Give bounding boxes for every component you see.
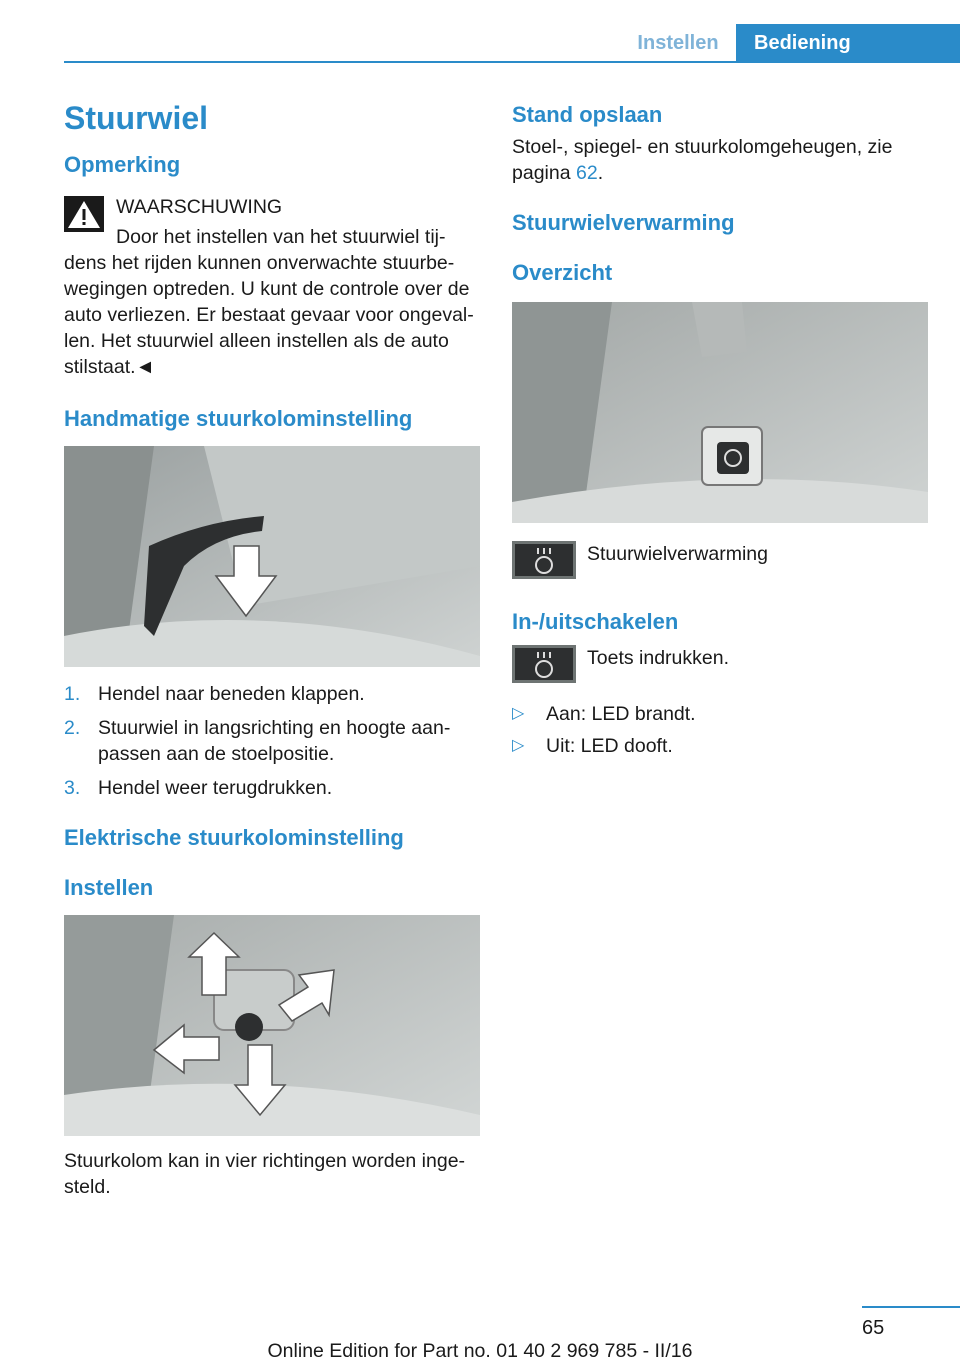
list-item: 1. Hendel naar beneden klappen.: [64, 683, 365, 705]
heading-stuurwielverwarming: Stuurwielverwarming: [512, 210, 735, 235]
header-tabs: [0, 24, 960, 62]
footer-rule: [862, 1306, 960, 1308]
list-item: 2. Stuurwiel in langsrichting en hoogte aanpassen aan de stoelpositie.: [64, 717, 451, 765]
heating-button-row: [512, 541, 928, 581]
status-list: [512, 701, 928, 759]
list-item: ▷ Aan: LED brandt.: [512, 703, 696, 725]
caption-electric: Stuurkolom kan in vier richtingen worden ingesteld.: [64, 1150, 466, 1198]
heated-steering-wheel-icon: [512, 645, 576, 683]
photo-manual-lever: [64, 446, 480, 667]
warning-text-2: dens het rijden kunnen onverwachte stuurbewegingen optreden. U kunt de controle over de auto verliezen. Er bestaat gevaar voor ongevallen. Het stuurwiel alleen instellen als de auto stilstaat.◄: [64, 252, 474, 378]
photo-electric-adjust: [64, 915, 480, 1136]
warning-title: WAARSCHUWING: [116, 196, 283, 218]
triangle-bullet-icon: ▷: [512, 705, 525, 722]
left-column: [64, 96, 480, 1200]
right-column: [512, 100, 928, 765]
warning-block: [64, 194, 480, 380]
heading-opmerking: Opmerking: [64, 152, 181, 177]
page-link-62[interactable]: 62: [575, 162, 598, 184]
triangle-bullet-icon: ▷: [512, 737, 525, 754]
photo-heating-overview: [512, 302, 928, 523]
heading-handmatig: Handmatige stuurkolominstelling: [64, 406, 413, 431]
header-rule: [64, 61, 960, 63]
heading-stand-opslaan: Stand opslaan: [512, 102, 663, 127]
page-number: 65: [862, 1317, 885, 1339]
heading-elektrisch: Elektrische stuurkolominstelling: [64, 825, 404, 850]
heading-in-uitschakelen: In-/uitschakelen: [512, 609, 679, 634]
press-text: Toets indrukken.: [587, 647, 729, 669]
heading-instellen: Instellen: [64, 875, 154, 900]
list-item: ▷ Uit: LED dooft.: [512, 735, 673, 757]
heating-button-label: Stuurwielverwarming: [587, 543, 768, 565]
warning-icon: [64, 196, 104, 232]
steps-list: [64, 681, 480, 801]
list-item: 3. Hendel weer terugdrukken.: [64, 777, 333, 799]
tab-instellen[interactable]: Instellen: [637, 32, 719, 54]
page-title: Stuurwiel: [64, 100, 209, 136]
warning-text-1: Door het instellen van het stuurwiel tij-: [116, 226, 446, 248]
heading-overzicht: Overzicht: [512, 260, 613, 285]
stand-text: Stoel-, spiegel- en stuurkolomgeheugen, zie pagina 62.: [512, 136, 893, 184]
press-button-row: [512, 645, 928, 685]
tab-bediening[interactable]: Bediening: [736, 24, 960, 62]
heated-steering-wheel-icon: [512, 541, 576, 579]
footer-edition: Online Edition for Part no. 01 40 2 969 785 - II/16: [267, 1340, 693, 1362]
